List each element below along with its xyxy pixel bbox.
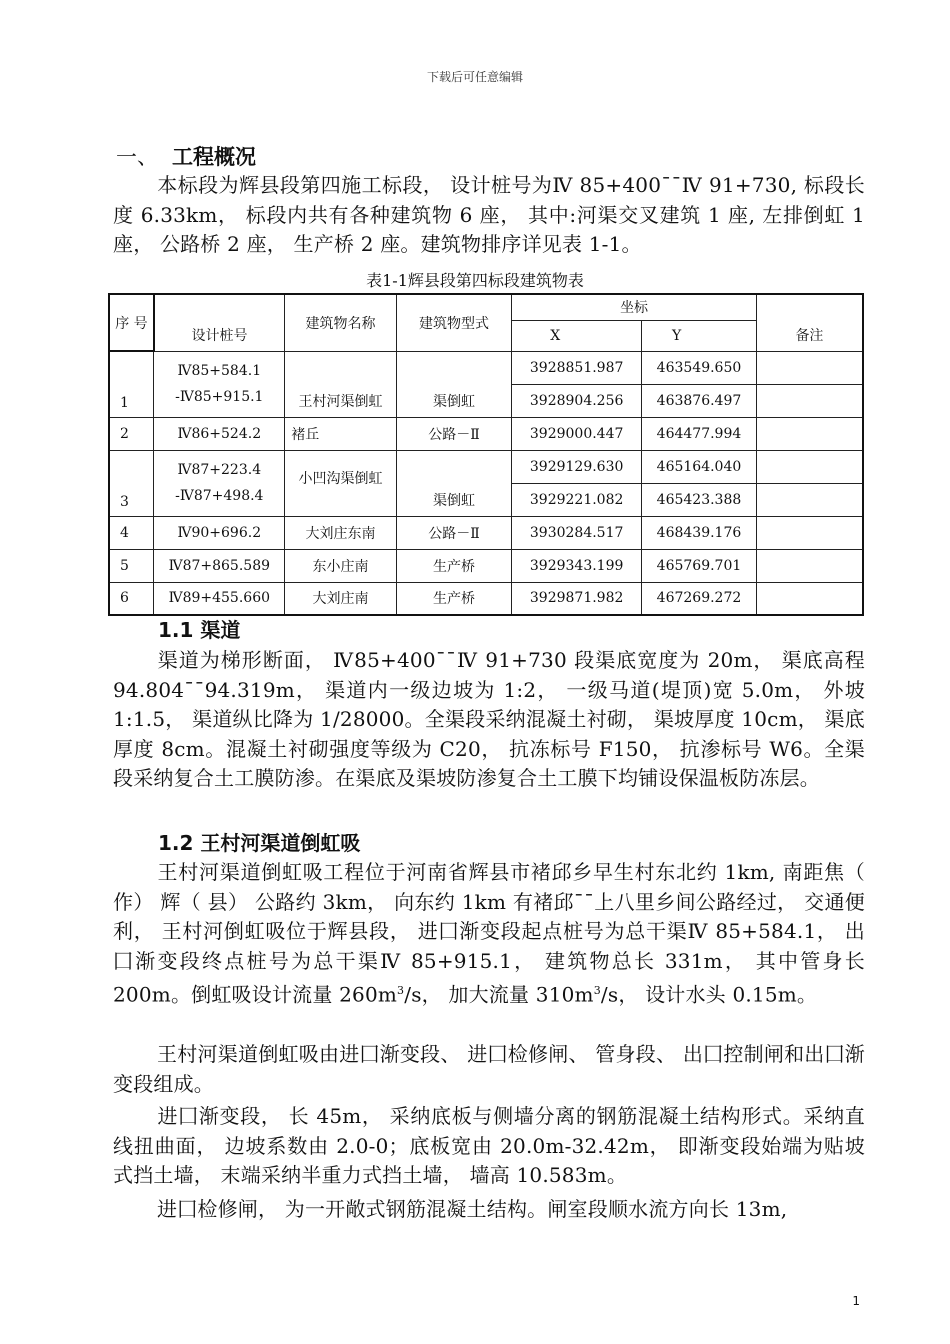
table-row-1-name: 王村河渠倒虹 bbox=[285, 351, 397, 417]
table-row-5-y: 465769.701 bbox=[642, 549, 757, 582]
table-row-3-x2: 3929221.082 bbox=[512, 483, 642, 516]
table-head-y: Y bbox=[642, 320, 757, 351]
table-row-1-no: 1 bbox=[109, 351, 154, 417]
table-row-2-y: 464477.994 bbox=[642, 417, 757, 450]
table-row-6-note bbox=[756, 582, 863, 615]
subsection-1-1-title: 1.1 渠道 bbox=[158, 618, 241, 642]
table-row-6-no: 6 bbox=[109, 582, 154, 615]
table-row-3-name: 小凹沟渠倒虹 bbox=[285, 450, 397, 516]
table-row-5-note bbox=[756, 549, 863, 582]
siphon-components-paragraph: 王村河渠道倒虹吸由进囗渐变段、 进囗检修闸、 管身段、 出囗控制闸和出囗渐变段组成。 bbox=[113, 1042, 865, 1096]
table-row-4-station: Ⅳ90+696.2 bbox=[154, 516, 285, 549]
table-head-station: 设计桩号 bbox=[154, 294, 285, 351]
table-row-6-station: Ⅳ89+455.660 bbox=[154, 582, 285, 615]
subsection-1-2-title: 1.2 王村河渠道倒虹吸 bbox=[158, 831, 361, 855]
table-row-4-name: 大刘庄东南 bbox=[285, 516, 397, 549]
table-head-no: 序 号 bbox=[109, 294, 154, 351]
table-row-5-type: 生产桥 bbox=[396, 549, 511, 582]
table-caption: 表1-1辉县段第四标段建筑物表 bbox=[366, 271, 584, 290]
table-row-6-x: 3929871.982 bbox=[512, 582, 642, 615]
table-row-6-y: 467269.272 bbox=[642, 582, 757, 615]
table-row-1-y1: 463549.650 bbox=[642, 351, 757, 384]
table-row-2-x: 3929000.447 bbox=[512, 417, 642, 450]
table-head-note: 备注 bbox=[756, 294, 863, 351]
intro-paragraph: 本标段为辉县段第四施工标段， 设计桩号为Ⅳ 85+400¯¯Ⅳ 91+730, 标段长度 6.33km， 标段内共有各种建筑物 6 座， 其中:河渠交叉建筑 1 座, 左排倒虹 1 座， 公路桥 2 座， 生产桥 2 座。建筑物排序详见表 1-1。 bbox=[113, 173, 865, 256]
table-row-4-y: 468439.176 bbox=[642, 516, 757, 549]
page-number: 1 bbox=[852, 1294, 860, 1308]
table-row-2-no: 2 bbox=[109, 417, 154, 450]
table-row-5-station: Ⅳ87+865.589 bbox=[154, 549, 285, 582]
table-row-3b-note bbox=[756, 483, 863, 516]
section-number: 一、 bbox=[116, 145, 158, 169]
table-row-5-no: 5 bbox=[109, 549, 154, 582]
table-row-1b-note bbox=[756, 384, 863, 417]
table-row-3-y2: 465423.388 bbox=[642, 483, 757, 516]
table-row-2-type: 公路－Ⅱ bbox=[396, 417, 511, 450]
table-row-3-station: Ⅳ87+223.4 -Ⅳ87+498.4 bbox=[154, 450, 285, 516]
table-head-x: X bbox=[512, 320, 642, 351]
section-title bbox=[116, 141, 256, 171]
table-row-3-x1: 3929129.630 bbox=[512, 450, 642, 483]
table-row-1-note bbox=[756, 351, 863, 384]
inlet-gate-paragraph: 进囗检修闸， 为一开敞式钢筋混凝土结构。闸室段顺水流方向长 13m, bbox=[157, 1197, 788, 1221]
table-row-3-y1: 465164.040 bbox=[642, 450, 757, 483]
table-row-3-no: 3 bbox=[109, 450, 154, 516]
table-row-3-note bbox=[756, 450, 863, 483]
table-row-1-x2: 3928904.256 bbox=[512, 384, 642, 417]
siphon-location-paragraph: 王村河渠道倒虹吸工程位于河南省辉县市褚邱乡早生村东北约 1km, 南距焦（ 作） 辉（ 县） 公路约 3km， 向东约 1km 有褚邱¯¯上八里乡间公路经过， 交通便利， 王村河倒虹吸位于辉县段， 进囗渐变段起点桩号为总干渠Ⅳ 85+584.1， 出囗渐变段终点桩号为总干渠Ⅳ 85+915.1， 建筑物总长 331m， 其中管身长 200m。倒虹吸设计流量 $260m^3/s$， 加大流量 $310m^3/s$， 设计水头 0.15m。 bbox=[113, 860, 865, 1007]
table-row-3-type: 渠倒虹 bbox=[396, 450, 511, 516]
table-row-4-x: 3930284.517 bbox=[512, 516, 642, 549]
page-header: 下载后可任意编辑 bbox=[426, 70, 523, 84]
table-row-1-x1: 3928851.987 bbox=[512, 351, 642, 384]
table-row-5-name: 东小庄南 bbox=[285, 549, 397, 582]
table-row-4-no: 4 bbox=[109, 516, 154, 549]
table-row-2-note bbox=[756, 417, 863, 450]
table-row-6-name: 大刘庄南 bbox=[285, 582, 397, 615]
structures-table bbox=[108, 293, 864, 616]
section-title-text: 工程概况 bbox=[172, 145, 256, 169]
table-row-1-station: Ⅳ85+584.1 -Ⅳ85+915.1 bbox=[154, 351, 285, 417]
table-head-coord: 坐标 bbox=[512, 294, 757, 320]
canal-paragraph: 渠道为梯形断面， Ⅳ85+400¯¯Ⅳ 91+730 段渠底宽度为 20m， 渠底高程 94.804¯¯94.319m， 渠道内一级边坡为 1:2， 一级马道(堤顶)宽 5.0m， 外坡 1:1.5， 渠道纵比降为 1/28000。全渠段采纳混凝土衬砌， 渠坡厚度 10cm， 渠底厚度 8cm。混凝土衬砌强度等级为 C20， 抗冻标号 F150， 抗渗标号 W6。全渠段采纳复合土工膜防渗。在渠底及渠坡防渗复合土工膜下均铺设保温板防冻层。 bbox=[113, 648, 865, 790]
table-row-2-station: Ⅳ86+524.2 bbox=[154, 417, 285, 450]
table-row-4-type: 公路－Ⅱ bbox=[396, 516, 511, 549]
table-row-4-note bbox=[756, 516, 863, 549]
table-head-name: 建筑物名称 bbox=[285, 294, 397, 351]
table-row-5-x: 3929343.199 bbox=[512, 549, 642, 582]
table-row-1-type: 渠倒虹 bbox=[396, 351, 511, 417]
table-row-6-type: 生产桥 bbox=[396, 582, 511, 615]
table-head-type: 建筑物型式 bbox=[396, 294, 511, 351]
table-row-1-y2: 463876.497 bbox=[642, 384, 757, 417]
inlet-transition-paragraph: 进囗渐变段， 长 45m， 采纳底板与侧墙分离的钢筋混凝土结构形式。采纳直线扭曲面， 边坡系数由 2.0-0；底板宽由 20.0m-32.42m， 即渐变段始端为贴坡式挡土墙， 末端采纳半重力式挡土墙， 墙高 10.583m。 bbox=[113, 1104, 865, 1187]
table-row-2-name: 褚丘 bbox=[285, 417, 397, 450]
